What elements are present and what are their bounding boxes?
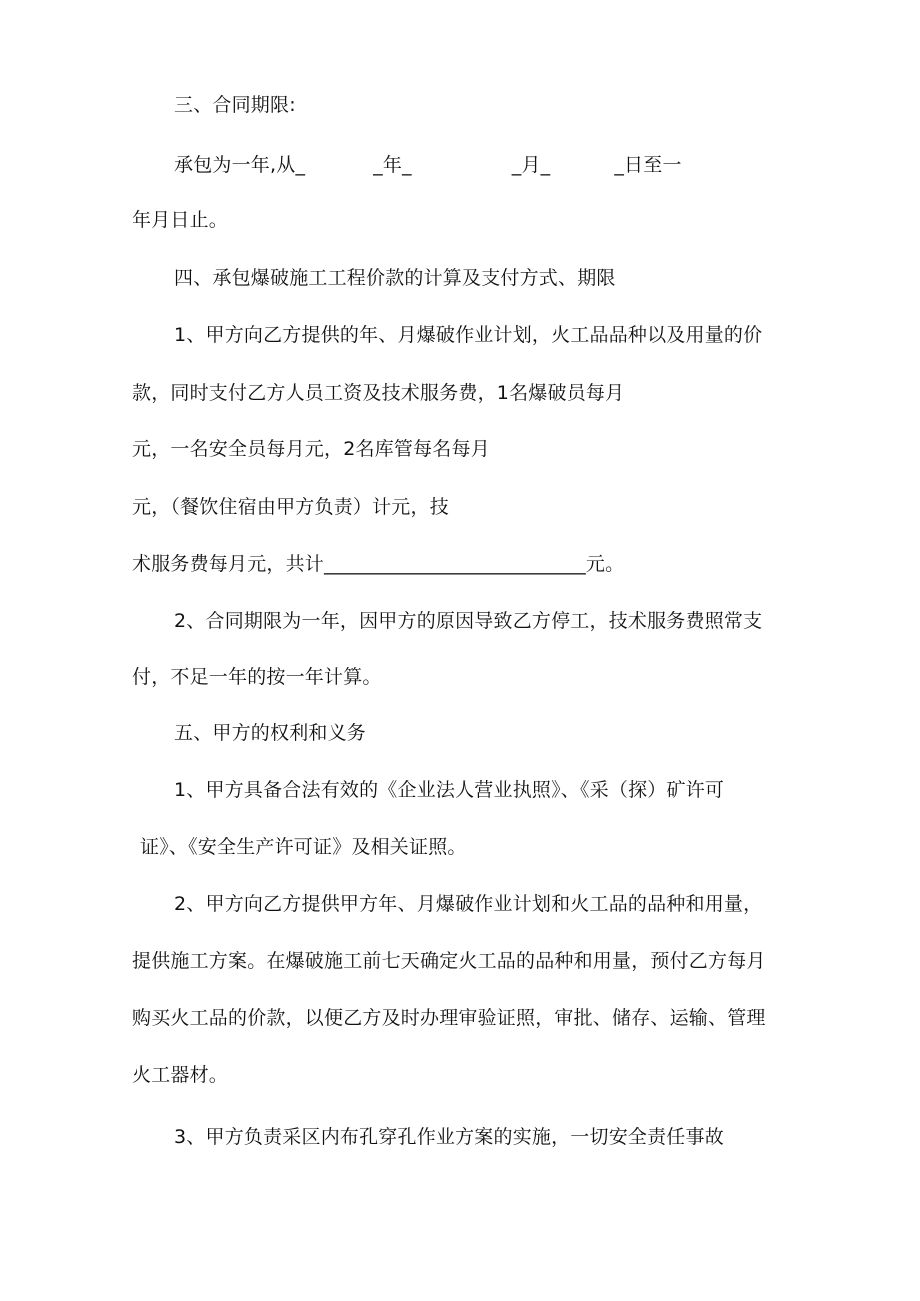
section-heading-payment: 四、承包爆破施工工程价款的计算及支付方式、期限 (174, 267, 616, 289)
section-heading-party-a-rights: 五、甲方的权利和义务 (174, 722, 367, 744)
paragraph-line: 1、甲方向乙方提供的年、月爆破作业计划，火工品品种以及用量的价 (174, 324, 763, 346)
paragraph-line: 证》、《安全生产许可证》及相关证照。 (140, 836, 467, 858)
paragraph-line: 2、甲方向乙方提供甲方年、月爆破作业计划和火工品的品种和用量， (174, 893, 763, 915)
paragraph-line: 年月日止。 (132, 209, 229, 231)
paragraph-line: 购买火工品的价款，以便乙方及时办理审验证照，审批、储存、运输、管理 (132, 1007, 766, 1029)
paragraph-line: 1、甲方具备合法有效的《企业法人营业执照》、《采（探）矿许可 (174, 779, 725, 801)
paragraph-line: 元，（餐饮住宿由甲方负责）计元，技 (132, 496, 449, 518)
paragraph-line: 元，一名安全员每月元，2名库管每名每月 (132, 438, 490, 460)
paragraph-line: 3、甲方负责采区内布孔穿孔作业方案的实施，一切安全责任事故 (174, 1126, 724, 1148)
paragraph-line: 术服务费每月元，共计___________________________元。 (132, 553, 625, 575)
section-heading-contract-term: 三、合同期限: (174, 94, 296, 116)
paragraph-line: 付，不足一年的按一年计算。 (132, 666, 382, 688)
paragraph-line: 2、合同期限为一年，因甲方的原因导致乙方停工，技术服务费照常支 (174, 610, 763, 632)
text-fragment: _日至一 (614, 154, 682, 176)
text-fragment: _年_ (373, 154, 412, 176)
text-fragment: 承包为一年,从_ (174, 154, 306, 176)
paragraph-line: 款，同时支付乙方人员工资及技术服务费，1名爆破员每月 (132, 382, 625, 404)
paragraph-line: 火工器材。 (132, 1064, 229, 1086)
paragraph-line: 提供施工方案。在爆破施工前七天确定火工品的品种和用量，预付乙方每月 (132, 950, 766, 972)
paragraph-line (174, 152, 682, 178)
text-fragment: _月_ (511, 154, 551, 176)
